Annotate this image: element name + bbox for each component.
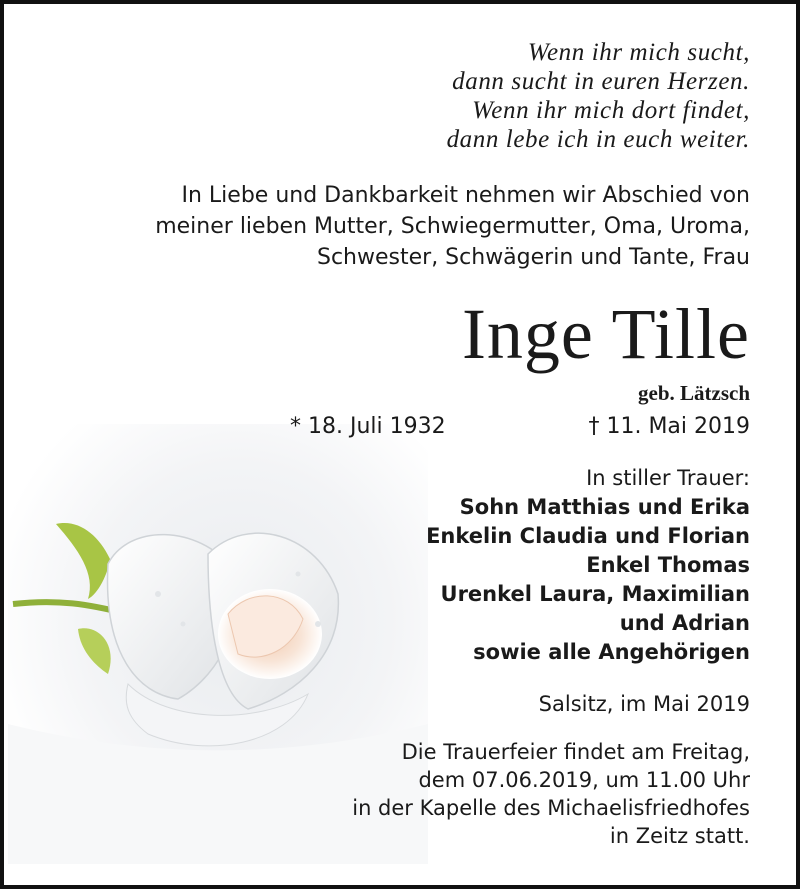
mourner-line: Sohn Matthias und Erika (459, 495, 750, 519)
service-line: in Zeitz statt. (609, 824, 750, 848)
maiden-name: geb. Lätzsch (638, 381, 750, 405)
mourner-line: sowie alle Angehörigen (473, 640, 750, 664)
poem-line: Wenn ihr mich dort findet, (472, 97, 750, 124)
poem-line: dann sucht in euren Herzen. (452, 68, 750, 95)
poem-line: dann lebe ich in euch weiter. (446, 126, 750, 153)
mourner-line: Enkel Thomas (586, 553, 750, 577)
service-line: in der Kapelle des Michaelisfriedhofes (352, 796, 750, 820)
mourners-heading: In stiller Trauer: (586, 466, 750, 490)
birth-date: * 18. Juli 1932 (290, 414, 446, 439)
farewell-intro (155, 180, 750, 273)
funeral-service-info (352, 738, 750, 850)
place-and-date: Salsitz, im Mai 2019 (538, 692, 750, 716)
service-line: Die Trauerfeier findet am Freitag, (401, 740, 750, 764)
intro-line: In Liebe und Dankbarkeit nehmen wir Abschied von (181, 183, 750, 208)
mourner-line: Urenkel Laura, Maximilian (440, 582, 750, 606)
poem-line: Wenn ihr mich sucht, (527, 39, 750, 66)
service-line: dem 07.06.2019, um 11.00 Uhr (418, 768, 750, 792)
life-dates (290, 410, 750, 444)
mourner-line: Enkelin Claudia und Florian (426, 524, 750, 548)
mourner-line: und Adrian (619, 611, 750, 635)
death-date: † 11. Mai 2019 (588, 414, 750, 439)
deceased-name: Inge Tille (461, 294, 750, 374)
intro-line: Schwester, Schwägerin und Tante, Frau (317, 245, 750, 270)
memorial-poem (447, 38, 750, 154)
mourners-list (426, 464, 750, 667)
intro-line: meiner lieben Mutter, Schwiegermutter, Oma, Uroma, (155, 214, 750, 239)
